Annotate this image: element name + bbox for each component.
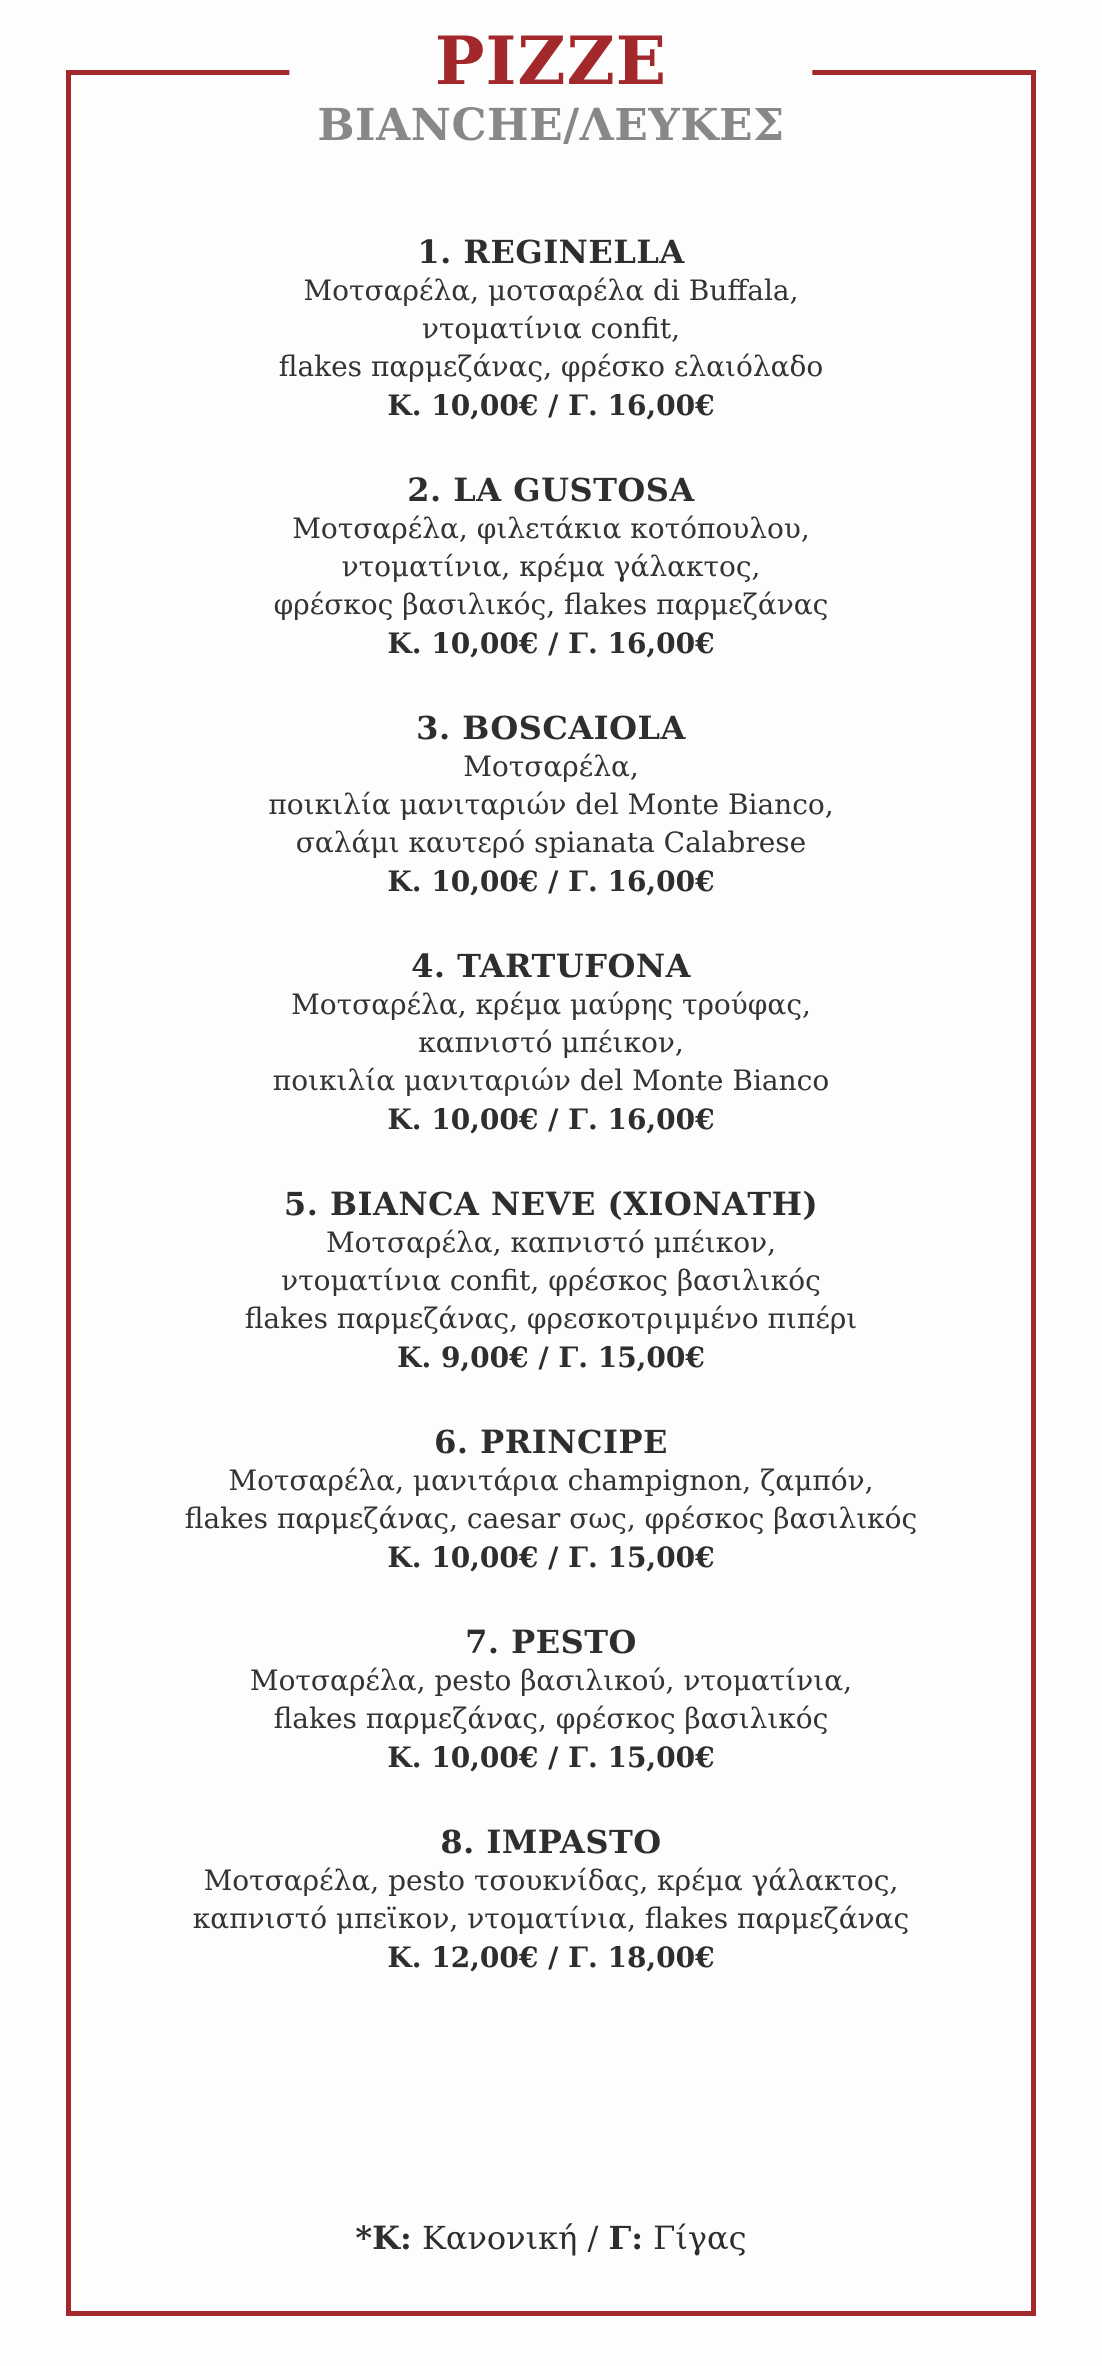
item-description-line: καπνιστό μπέικον, (418, 1026, 684, 1059)
legend-g-label: Γ: (608, 2219, 643, 2257)
legend-k-text: Κανονική / (421, 2219, 599, 2257)
item-description-line: ντοματίνια, κρέμα γάλακτος, (341, 550, 761, 583)
item-description-line: ντοματίνια confit, (421, 312, 681, 345)
item-description-line: Μοτσαρέλα, φιλετάκια κοτόπουλου, (292, 512, 810, 545)
menu-item (66, 1822, 1036, 1978)
item-description-line: flakes παρμεζάνας, caesar σως, φρέσκος βασιλικός (184, 1502, 918, 1535)
page-subtitle: BIANCHE/ΛΕΥΚΕΣ (317, 100, 785, 151)
item-price: Κ. 10,00€ / Γ. 15,00€ (387, 1741, 715, 1774)
item-price: Κ. 10,00€ / Γ. 16,00€ (387, 627, 715, 660)
item-description-line: flakes παρμεζάνας, φρέσκος βασιλικός (273, 1702, 829, 1735)
item-name: 6. PRINCIPE (434, 1423, 668, 1461)
legend-k-label: *Κ: (355, 2219, 412, 2257)
item-description-line: flakes παρμεζάνας, φρέσκο ελαιόλαδο (278, 350, 824, 383)
menu-item (66, 232, 1036, 426)
item-description-line: σαλάμι καυτερό spianata Calabrese (295, 826, 807, 859)
item-description-line: Μοτσαρέλα, μοτσαρέλα di Buffala, (303, 274, 799, 307)
item-description-line: flakes παρμεζάνας, φρεσκοτριμμένο πιπέρι (244, 1302, 858, 1335)
item-name: 8. IMPASTO (440, 1823, 662, 1861)
item-name: 5. BIANCA NEVE (ΧΙΟΝΑΤΗ) (283, 1185, 819, 1223)
item-description-line: Μοτσαρέλα, pesto βασιλικού, ντοματίνια, (249, 1664, 853, 1697)
menu-item (66, 1184, 1036, 1378)
item-description-line: ποικιλία μανιταριών del Monte Bianco (272, 1064, 830, 1097)
item-price: Κ. 10,00€ / Γ. 16,00€ (387, 865, 715, 898)
header (289, 22, 812, 151)
size-legend (66, 2218, 1036, 2258)
item-price: Κ. 9,00€ / Γ. 15,00€ (397, 1341, 705, 1374)
item-description-line: φρέσκος βασιλικός, flakes παρμεζάνας (273, 588, 829, 621)
item-description-line: ντοματίνια confit, φρέσκος βασιλικός (281, 1264, 821, 1297)
item-description-line: ποικιλία μανιταριών del Monte Bianco, (268, 788, 834, 821)
item-price: Κ. 10,00€ / Γ. 16,00€ (387, 1103, 715, 1136)
item-name: 3. BOSCAIOLA (416, 709, 686, 747)
item-price: Κ. 12,00€ / Γ. 18,00€ (387, 1941, 715, 1974)
menu-item (66, 1422, 1036, 1578)
item-description-line: Μοτσαρέλα, μανιτάρια champignon, ζαμπόν, (228, 1464, 874, 1497)
item-name: 7. PESTO (465, 1623, 637, 1661)
menu-item (66, 1622, 1036, 1778)
item-description-line: Μοτσαρέλα, pesto τσουκνίδας, κρέμα γάλακτος, (203, 1864, 899, 1897)
item-price: Κ. 10,00€ / Γ. 15,00€ (387, 1541, 715, 1574)
item-description-line: καπνιστό μπεϊκον, ντοματίνια, flakes παρμεζάνας (192, 1902, 910, 1935)
item-description-line: Μοτσαρέλα, κρέμα μαύρης τρούφας, (291, 988, 811, 1021)
menu-item (66, 708, 1036, 902)
item-price: Κ. 10,00€ / Γ. 16,00€ (387, 389, 715, 422)
item-name: 1. REGINELLA (417, 233, 685, 271)
item-name: 4. TARTUFONA (411, 947, 691, 985)
item-name: 2. LA GUSTOSA (407, 471, 695, 509)
item-description-line: Μοτσαρέλα, καπνιστό μπέικον, (326, 1226, 776, 1259)
page-title: PIZZE (434, 22, 668, 100)
menu-list (66, 232, 1036, 2022)
item-description-line: Μοτσαρέλα, (463, 750, 639, 783)
legend-g-text: Γίγας (653, 2219, 747, 2257)
menu-item (66, 946, 1036, 1140)
menu-item (66, 470, 1036, 664)
